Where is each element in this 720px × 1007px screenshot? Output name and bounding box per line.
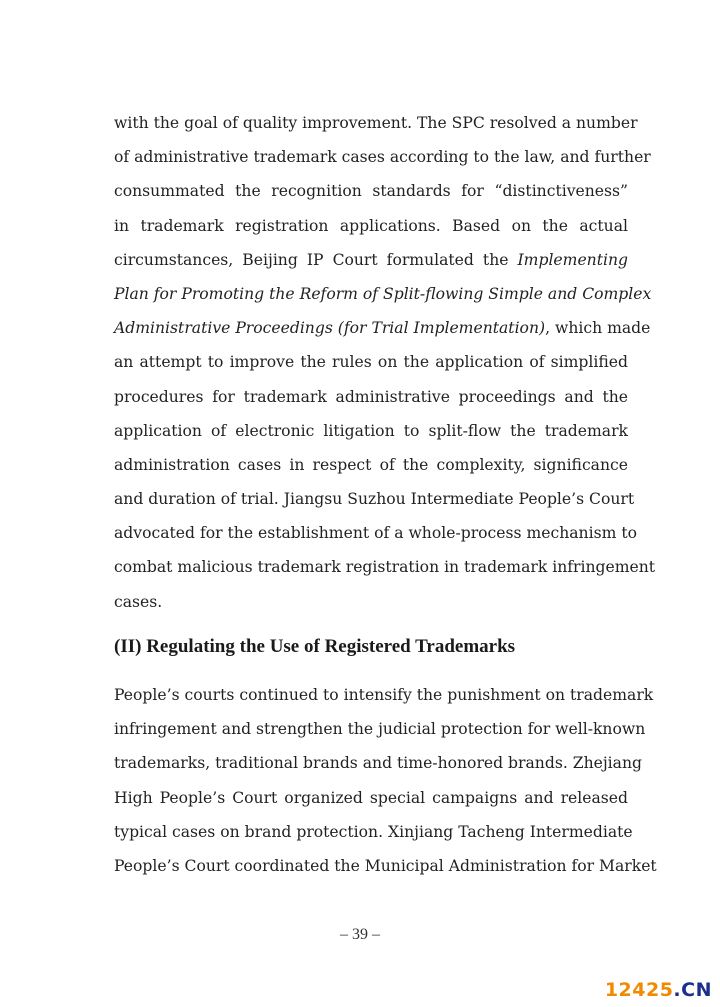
paragraph-line: cases. [114, 592, 163, 611]
document-title-italic: Administrative Proceedings (for Trial Implementation) [114, 319, 546, 338]
paragraph-line: of administrative trademark cases according to the law, and further [114, 148, 651, 167]
body-paragraph-1 [114, 106, 656, 619]
paragraph-line: administration cases in respect of the complexity, significance [114, 455, 628, 474]
paragraph-line: infringement and strengthen the judicial protection for well-known [114, 720, 646, 739]
paragraph-line: trademarks, traditional brands and time-honored brands. Zhejiang [114, 754, 642, 773]
watermark-suffix: .CN [673, 979, 712, 1001]
paragraph-line [114, 277, 652, 311]
section-heading: (II) Regulating the Use of Registered Trademarks [114, 636, 516, 657]
paragraph-line: typical cases on brand protection. Xinjiang Tacheng Intermediate [114, 822, 633, 841]
watermark-digits: 12425 [604, 979, 674, 1001]
body-paragraph-2 [114, 678, 657, 883]
paragraph-line: advocated for the establishment of a whole-process mechanism to [114, 524, 637, 543]
paragraph-line: and duration of trial. Jiangsu Suzhou Intermediate People’s Court [114, 490, 635, 509]
paragraph-line: consummated the recognition standards for “distinctiveness” [114, 182, 628, 201]
paragraph-line [114, 243, 628, 277]
page-number: – 39 – [340, 926, 380, 943]
paragraph-line: an attempt to improve the rules on the application of simplified [114, 353, 628, 372]
paragraph-line: application of electronic litigation to split-flow the trademark [114, 421, 628, 440]
line-text: , which made [545, 319, 651, 338]
document-title-italic: Plan for Promoting the Reform of Split-flowing Simple and Complex [114, 284, 652, 303]
site-watermark-logo [605, 979, 712, 1001]
paragraph-line: People’s courts continued to intensify the punishment on trademark [114, 686, 654, 704]
paragraph-line: in trademark registration applications. Based on the actual [114, 216, 628, 235]
paragraph-line: People’s Court coordinated the Municipal Administration for Market [114, 856, 657, 875]
document-title-italic: Implementing [517, 250, 628, 269]
paragraph-line: with the goal of quality improvement. The SPC resolved a number [114, 114, 638, 132]
paragraph-line: combat malicious trademark registration in trademark infringement [114, 558, 656, 577]
paragraph-line: procedures for trademark administrative proceedings and the [114, 387, 628, 406]
line-text: circumstances, Beijing IP Court formulated the [114, 250, 518, 269]
paragraph-line [114, 311, 651, 345]
paragraph-line: High People’s Court organized special campaigns and released [114, 788, 628, 807]
